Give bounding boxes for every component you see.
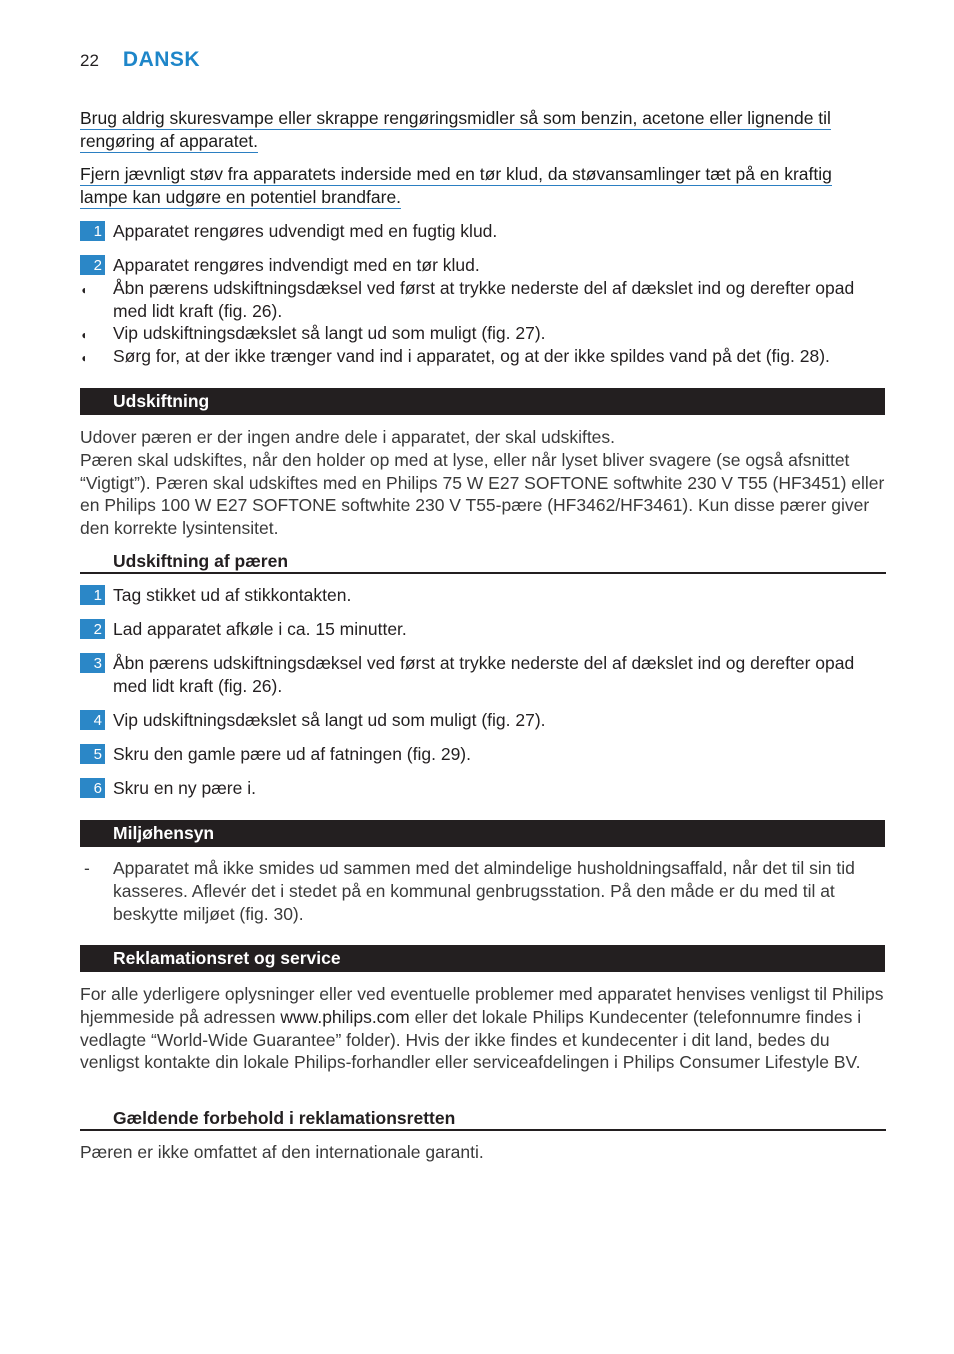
warning-line: Fjern jævnligt støv fra apparatets inderside med en tør klud, da støvansamlinger tæt på en kraftig — [80, 164, 832, 184]
guarantee-text: eller det lokale Philips Kundecenter (telefonnumre findes i vedlagte “World-Wide Guarantee” folder). Hvis der ikke findes et kundecenter i dit land, bedes du venligst kontakte din lokale Philips-forhandler eller serviceafdelingen i Philips Consumer Lifestyle BV. — [80, 1006, 862, 1073]
step-number-badge: 1 — [80, 585, 105, 605]
guarantee-text: For alle yderligere oplysninger eller ved eventuelle problemer med apparatet henvises venligst til Philips hjemmeside på adressen — [80, 984, 884, 1027]
step-text: Apparatet rengøres indvendigt med en tør klud. — [113, 255, 480, 275]
replacement-step — [80, 652, 886, 698]
step-text: Vip udskiftningsdækslet så langt ud som muligt (fig. 27). — [113, 710, 546, 730]
warning-dust — [80, 163, 880, 209]
replacement-step — [80, 777, 886, 800]
step-number-badge: 2 — [80, 619, 105, 639]
triangle-bullet-icon: ◖ — [80, 351, 88, 365]
step-number-badge: 5 — [80, 744, 105, 764]
subheading-guarantee-restrictions: Gældende forbehold i reklamationsretten — [80, 1107, 886, 1131]
triangle-bullet-icon: ◖ — [80, 328, 88, 342]
warning-line: Brug aldrig skuresvampe eller skrappe rengøringsmidler så som benzin, acetone eller lignende til — [80, 108, 831, 128]
replacement-step — [80, 618, 886, 641]
warning-line: lampe kan udgøre en potentiel brandfare. — [80, 187, 402, 207]
environment-text: Apparatet må ikke smides ud sammen med det almindelige husholdningsaffald, når det til sin tid kasseres. Aflevér det i stedet på en kommunal genbrugsstation. På den måde er du med til at beskytte miljøet (fig. 30). — [113, 858, 855, 924]
cleaning-bullet — [80, 277, 886, 323]
section-heading-replacement: Udskiftning — [80, 388, 885, 415]
triangle-bullet-icon: ◖ — [80, 283, 88, 297]
step-text: Skru en ny pære i. — [113, 778, 256, 798]
page-number: 22 — [80, 51, 99, 70]
warning-cleaning-agents — [80, 107, 880, 153]
section-heading-guarantee: Reklamationsret og service — [80, 945, 885, 972]
environment-item — [80, 857, 886, 926]
bullet-text: Åbn pærens udskiftningsdæksel ved først at trykke nederste del af dækslet ind og derefter opad med lidt kraft (fig. 26). — [113, 278, 855, 321]
bullet-text: Sørg for, at der ikke trænger vand ind i apparatet, og at der ikke spildes vand på det (fig. 28). — [113, 346, 830, 366]
step-number-badge: 2 — [80, 255, 105, 275]
step-number-badge: 6 — [80, 778, 105, 798]
step-text: Åbn pærens udskiftningsdæksel ved først at trykke nederste del af dækslet ind og derefter opad med lidt kraft (fig. 26). — [113, 653, 855, 696]
guarantee-paragraph — [80, 983, 890, 1074]
subheading-bulb-replacement: Udskiftning af pæren — [80, 550, 886, 574]
step-text: Apparatet rengøres udvendigt med en fugtig klud. — [113, 221, 498, 241]
paragraph: Udover pæren er der ingen andre dele i apparatet, der skal udskiftes. — [80, 427, 616, 447]
cleaning-step — [80, 220, 886, 243]
language-title: DANSK — [122, 48, 201, 71]
replacement-step — [80, 743, 886, 766]
step-number-badge: 3 — [80, 653, 105, 673]
section-heading-environment: Miljøhensyn — [80, 820, 885, 847]
bullet-text: Vip udskiftningsdækslet så langt ud som muligt (fig. 27). — [113, 323, 546, 343]
replacement-intro — [80, 426, 890, 540]
replacement-step — [80, 584, 886, 607]
step-text: Lad apparatet afkøle i ca. 15 minutter. — [113, 619, 407, 639]
step-text: Tag stikket ud af stikkontakten. — [113, 585, 352, 605]
cleaning-step — [80, 254, 886, 277]
step-text: Skru den gamle pære ud af fatningen (fig. 29). — [113, 744, 471, 764]
guarantee-restriction: Pæren er ikke omfattet af den internationale garanti. — [80, 1142, 484, 1162]
page-header — [80, 48, 200, 72]
step-number-badge: 1 — [80, 221, 105, 241]
cleaning-bullet — [80, 345, 886, 370]
replacement-step — [80, 709, 886, 732]
dash-bullet: - — [84, 858, 90, 878]
cleaning-bullet — [80, 322, 886, 347]
paragraph: Pæren skal udskiftes, når den holder op med at lyse, eller når lyset bliver svagere (se også afsnittet “Vigtigt”). Pæren skal udskiftes med en Philips 75 W E27 SOFTONE softwhite 230 V T55 (HF3451) eller en Philips 100 W E27 SOFTONE softwhite 230 V T55-pære (HF3462/HF3461). Kun disse pærer giver den korrekte lysintensitet. — [80, 449, 885, 539]
warning-line: rengøring af apparatet. — [80, 131, 259, 151]
step-number-badge: 4 — [80, 710, 105, 730]
philips-website-link[interactable]: www.philips.com — [280, 1006, 410, 1027]
